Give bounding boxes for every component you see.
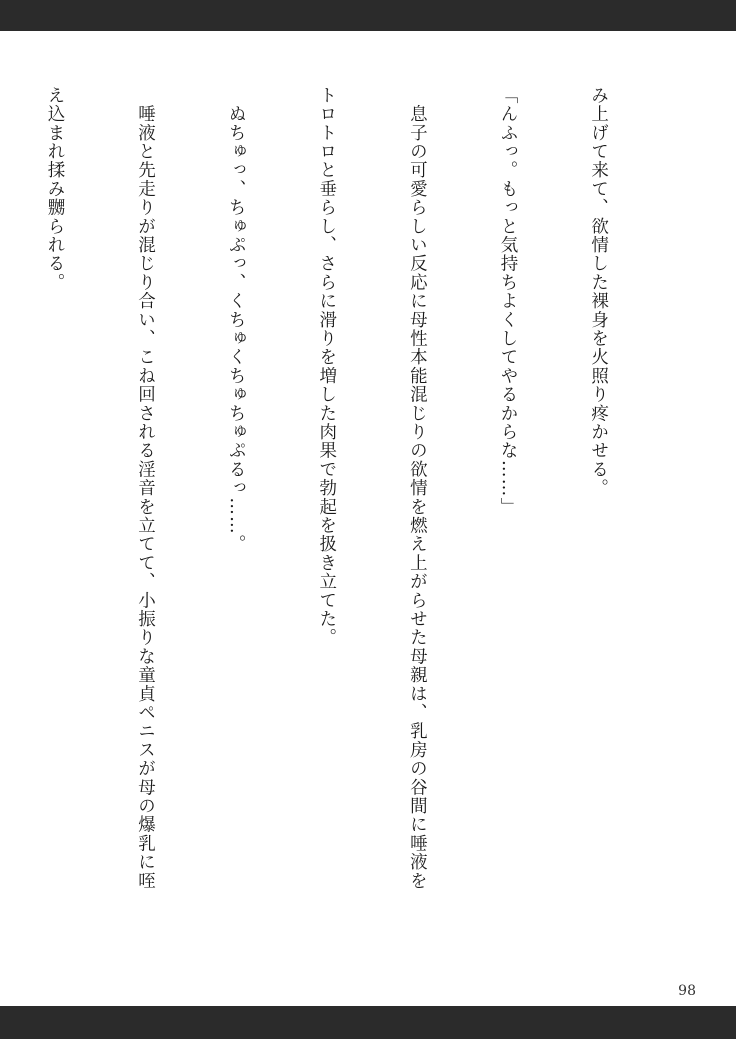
text-line: み上げて来て、欲情した裸身を火照り疼かせる。 [588,86,609,498]
vertical-text-body [44,86,674,986]
top-border-bar [0,0,736,31]
text-line: ぬちゅっ、ちゅぷっ、くちゅくちゅちゅぷるっ……。 [226,86,247,554]
text-line: 「んふっ。もっと気持ちよくしてやるからな……」 [497,86,518,517]
text-line: 唾液と先走りが混じり合い、こね回される淫音を立てて、小振りな童貞ペニスが母の爆乳に咥 [135,86,156,891]
page-number: 98 [678,983,696,999]
text-line: え込まれ揉み嬲られる。 [44,86,65,292]
text-line: トロトロと垂らし、さらに滑りを増した肉果で勃起を扱き立てた。 [316,86,337,647]
bottom-border-bar [0,1006,736,1039]
text-line: 息子の可愛らしい反応に母性本能混じりの欲情を燃え上がらせた母親は、乳房の谷間に唾液を [407,86,428,891]
